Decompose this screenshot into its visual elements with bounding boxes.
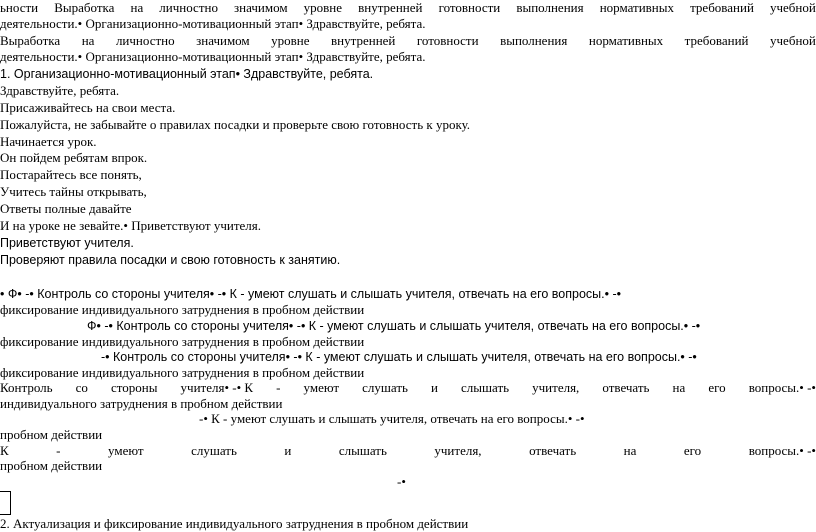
lesson-line: Присаживайтесь на свои места.	[0, 100, 176, 115]
word: -	[56, 443, 61, 458]
word: вопросы.• -•	[748, 380, 816, 395]
stage1-heading: 1. Организационно-мотивационный этап• Здравствуйте, ребята.	[0, 67, 374, 81]
word: со	[75, 380, 88, 395]
lesson-line: Начинается урок.	[0, 134, 97, 149]
word: его	[708, 380, 726, 395]
lesson-line: Он пойдем ребятам впрок.	[0, 150, 148, 165]
word: личностно	[159, 0, 218, 15]
control-line-9: -• К - умеют слушать и слышать учителя, отвечать на его вопросы.• -•	[199, 411, 585, 426]
word: внутренней	[358, 0, 423, 15]
para1-line2: деятельности.• Организационно-мотивационный этап• Здравствуйте, ребята.	[0, 16, 426, 31]
word: вопросы.• -•	[748, 443, 816, 458]
word: стороны	[110, 380, 158, 395]
control-line-7	[0, 380, 816, 396]
control-line-10: пробном действии	[0, 427, 103, 442]
control-line-4: фиксирование индивидуального затруднения в пробном действии	[0, 334, 365, 349]
word: нормативных	[599, 0, 674, 15]
word: слушать	[362, 380, 408, 395]
lesson-line: И на уроке не зевайте.• Приветствуют учителя.	[0, 218, 262, 233]
word: -	[276, 380, 281, 395]
word: слышать	[338, 443, 387, 458]
word: отвечать	[529, 443, 577, 458]
word: учебной	[770, 0, 816, 15]
word: уровне	[303, 0, 343, 15]
word: отвечать	[602, 380, 650, 395]
control-line-2: фиксирование индивидуального затруднения в пробном действии	[0, 302, 365, 317]
control-line-13: -•	[397, 474, 406, 489]
word: Выработка	[54, 0, 115, 15]
control-line-11	[0, 443, 816, 459]
word: учителя• -• К	[180, 380, 254, 395]
students-check: Проверяют правила посадки и свою готовность к занятию.	[0, 253, 341, 267]
word: личностно	[115, 33, 175, 48]
word: готовности	[416, 33, 479, 48]
word: учителя,	[532, 380, 580, 395]
lesson-line: Здравствуйте, ребята.	[0, 83, 120, 98]
control-line-6: фиксирование индивидуального затруднения в пробном действии	[0, 365, 365, 380]
word: учителя,	[434, 443, 482, 458]
word: выполнения	[500, 33, 568, 48]
word: умеют	[303, 380, 340, 395]
word: на	[672, 380, 686, 395]
word: Выработка	[0, 33, 61, 48]
word: внутренней	[331, 33, 396, 48]
word: значимом	[196, 33, 250, 48]
word: К	[0, 443, 9, 458]
word: и	[431, 380, 438, 395]
word: требований	[684, 33, 749, 48]
word: его	[683, 443, 702, 458]
word: на	[81, 33, 95, 48]
word: ьности	[0, 0, 39, 15]
word: слушать	[191, 443, 237, 458]
para2-line1	[0, 33, 816, 49]
lesson-line: Постарайтесь все понять,	[0, 167, 142, 182]
word: уровне	[271, 33, 310, 48]
word: готовности	[438, 0, 501, 15]
control-line-1: • Ф• -• Контроль со стороны учителя• -• К - умеют слушать и слышать учителя, отвечать на его вопросы.• -•	[0, 287, 622, 301]
word: требований	[690, 0, 754, 15]
lesson-line: Ответы полные давайте	[0, 201, 132, 216]
word: выполнения	[516, 0, 584, 15]
para2-line2: деятельности.• Организационно-мотивационный этап• Здравствуйте, ребята.	[0, 49, 426, 64]
para1-line1	[0, 0, 816, 16]
word: учебной	[770, 33, 816, 48]
word: значимом	[234, 0, 288, 15]
control-line-3: Ф• -• Контроль со стороны учителя• -• К - умеют слушать и слышать учителя, отвечать на его вопросы.• -•	[87, 319, 701, 333]
stage2-heading: 2. Актуализация и фиксирование индивидуального затруднения в пробном действии	[0, 516, 469, 531]
students-greet: Приветствуют учителя.	[0, 236, 134, 250]
lesson-line: Учитесь тайны открывать,	[0, 184, 147, 199]
word: Контроль	[0, 380, 53, 395]
word: на	[623, 443, 637, 458]
word: умеют	[108, 443, 144, 458]
word: на	[130, 0, 144, 15]
word: слышать	[461, 380, 510, 395]
page-marker-box	[0, 491, 11, 515]
lesson-line: Пожалуйста, не забывайте о правилах посадки и проверьте свою готовность к уроку.	[0, 117, 471, 132]
word: и	[284, 443, 292, 458]
control-line-8: индивидуального затруднения в пробном действии	[0, 396, 283, 411]
control-line-5: -• Контроль со стороны учителя• -• К - умеют слушать и слышать учителя, отвечать на его вопросы.• -•	[101, 350, 697, 364]
control-line-12: пробном действии	[0, 458, 103, 473]
word: нормативных	[588, 33, 664, 48]
